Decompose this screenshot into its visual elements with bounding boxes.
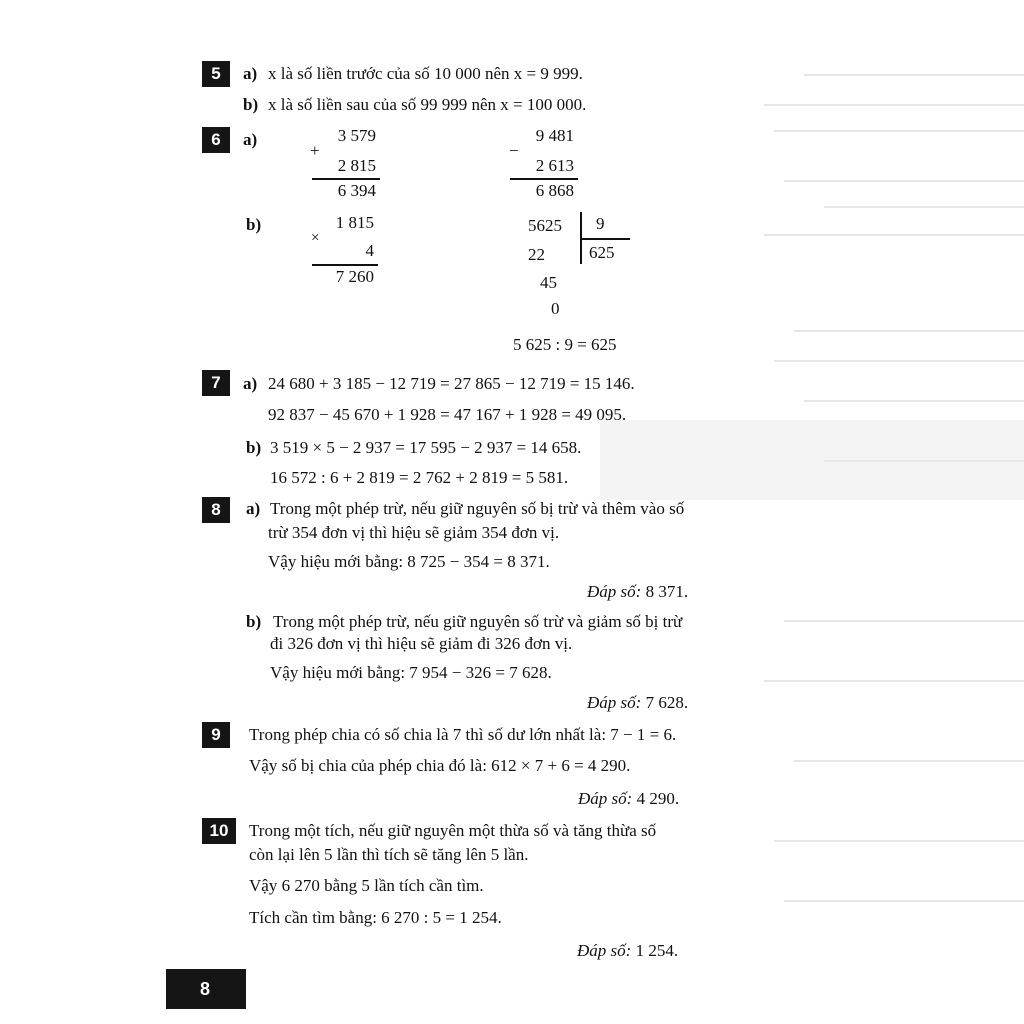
exercise-7-badge: 7 bbox=[202, 370, 230, 396]
multiplication-rule bbox=[312, 264, 378, 266]
divisor: 9 bbox=[596, 214, 605, 233]
addend-2: 2 815 bbox=[337, 156, 376, 175]
answer-label: Đáp số: bbox=[587, 693, 642, 712]
exercise-8-badge: 8 bbox=[202, 497, 230, 523]
ex10-line4: Tích cần tìm bằng: 6 270 : 5 = 1 254. bbox=[249, 908, 502, 927]
ex8-a-line1: Trong một phép trừ, nếu giữ nguyên số bị trừ và thêm vào số bbox=[270, 499, 685, 518]
ex7-a-line1: 24 680 + 3 185 − 12 719 = 27 865 − 12 719 = 15 146. bbox=[268, 374, 635, 393]
ex9-answer bbox=[578, 789, 679, 809]
ex5-a-text: x là số liền trước của số 10 000 nên x = 9 999. bbox=[268, 64, 583, 83]
ex10-line1: Trong một tích, nếu giữ nguyên một thừa số và tăng thừa số bbox=[249, 821, 657, 840]
minuend: 9 481 bbox=[535, 126, 574, 145]
addition-rule bbox=[312, 178, 380, 180]
ex8-a-answer bbox=[587, 582, 688, 602]
ex8-b-line2: đi 326 đơn vị thì hiệu sẽ giảm đi 326 đơn vị. bbox=[270, 634, 573, 653]
addend-1: 3 579 bbox=[337, 126, 376, 145]
ex5-b-text: x là số liền sau của số 99 999 nên x = 100 000. bbox=[268, 95, 587, 114]
remainder-2: 45 bbox=[540, 273, 557, 292]
ex8-b-label: b) bbox=[246, 612, 262, 631]
ex8-a-label: a) bbox=[246, 499, 261, 518]
ex7-b-line2: 16 572 : 6 + 2 819 = 2 762 + 2 819 = 5 581. bbox=[270, 468, 569, 487]
dividend: 5625 bbox=[528, 216, 562, 235]
answer-value: 8 371. bbox=[645, 582, 689, 601]
answer-label: Đáp số: bbox=[577, 941, 632, 960]
exercise-5-badge: 5 bbox=[202, 61, 230, 87]
ex10-answer bbox=[577, 941, 678, 961]
ex7-b-label: b) bbox=[246, 438, 262, 457]
ex9-line1: Trong phép chia có số chia là 7 thì số dư lớn nhất là: 7 − 1 = 6. bbox=[249, 725, 677, 744]
ex7-a-label: a) bbox=[243, 374, 258, 393]
ex8-b-answer bbox=[587, 693, 688, 713]
answer-label: Đáp số: bbox=[587, 582, 642, 601]
ex5-b-label: b) bbox=[243, 95, 259, 114]
division-result: 5 625 : 9 = 625 bbox=[513, 335, 617, 354]
multiplicand: 1 815 bbox=[335, 213, 374, 232]
plus-sign: + bbox=[310, 141, 320, 160]
minus-sign: − bbox=[509, 141, 519, 160]
ex9-line2: Vậy số bị chia của phép chia đó là: 612 × 7 + 6 = 4 290. bbox=[249, 756, 631, 775]
exercise-6-badge: 6 bbox=[202, 127, 230, 153]
ex6-b-label: b) bbox=[246, 215, 262, 234]
division-bar-horizontal bbox=[580, 238, 630, 240]
answer-value: 4 290. bbox=[636, 789, 680, 808]
ex5-a-label: a) bbox=[243, 64, 258, 83]
remainder-1: 22 bbox=[528, 245, 545, 264]
exercise-10-badge: 10 bbox=[202, 818, 236, 844]
remainder-3: 0 bbox=[551, 299, 560, 318]
ex8-a-line2: trừ 354 đơn vị thì hiệu sẽ giảm 354 đơn vị. bbox=[268, 523, 560, 542]
ex8-a-line3: Vậy hiệu mới bằng: 8 725 − 354 = 8 371. bbox=[268, 552, 550, 571]
ex10-line2: còn lại lên 5 lần thì tích sẽ tăng lên 5 lần. bbox=[249, 845, 529, 864]
ex10-line3: Vậy 6 270 bằng 5 lần tích cần tìm. bbox=[249, 876, 484, 895]
times-sign: × bbox=[311, 230, 320, 246]
subtrahend: 2 613 bbox=[535, 156, 574, 175]
answer-label: Đáp số: bbox=[578, 789, 633, 808]
multiplication-result: 7 260 bbox=[335, 267, 374, 286]
answer-value: 7 628. bbox=[645, 693, 689, 712]
addition-result: 6 394 bbox=[337, 181, 376, 200]
ex7-a-line2: 92 837 − 45 670 + 1 928 = 47 167 + 1 928 = 49 095. bbox=[268, 405, 627, 424]
ex8-b-line3: Vậy hiệu mới bằng: 7 954 − 326 = 7 628. bbox=[270, 663, 552, 682]
ex8-b-line1: Trong một phép trừ, nếu giữ nguyên số trừ và giảm số bị trừ bbox=[273, 612, 683, 631]
multiplier: 4 bbox=[365, 241, 374, 260]
subtraction-result: 6 868 bbox=[535, 181, 574, 200]
exercise-9-badge: 9 bbox=[202, 722, 230, 748]
quotient: 625 bbox=[589, 243, 615, 262]
answer-value: 1 254. bbox=[635, 941, 679, 960]
ex7-b-line1: 3 519 × 5 − 2 937 = 17 595 − 2 937 = 14 658. bbox=[270, 438, 582, 457]
subtraction-rule bbox=[510, 178, 578, 180]
page-number: 8 bbox=[166, 969, 246, 1009]
ex6-a-label: a) bbox=[243, 130, 258, 149]
